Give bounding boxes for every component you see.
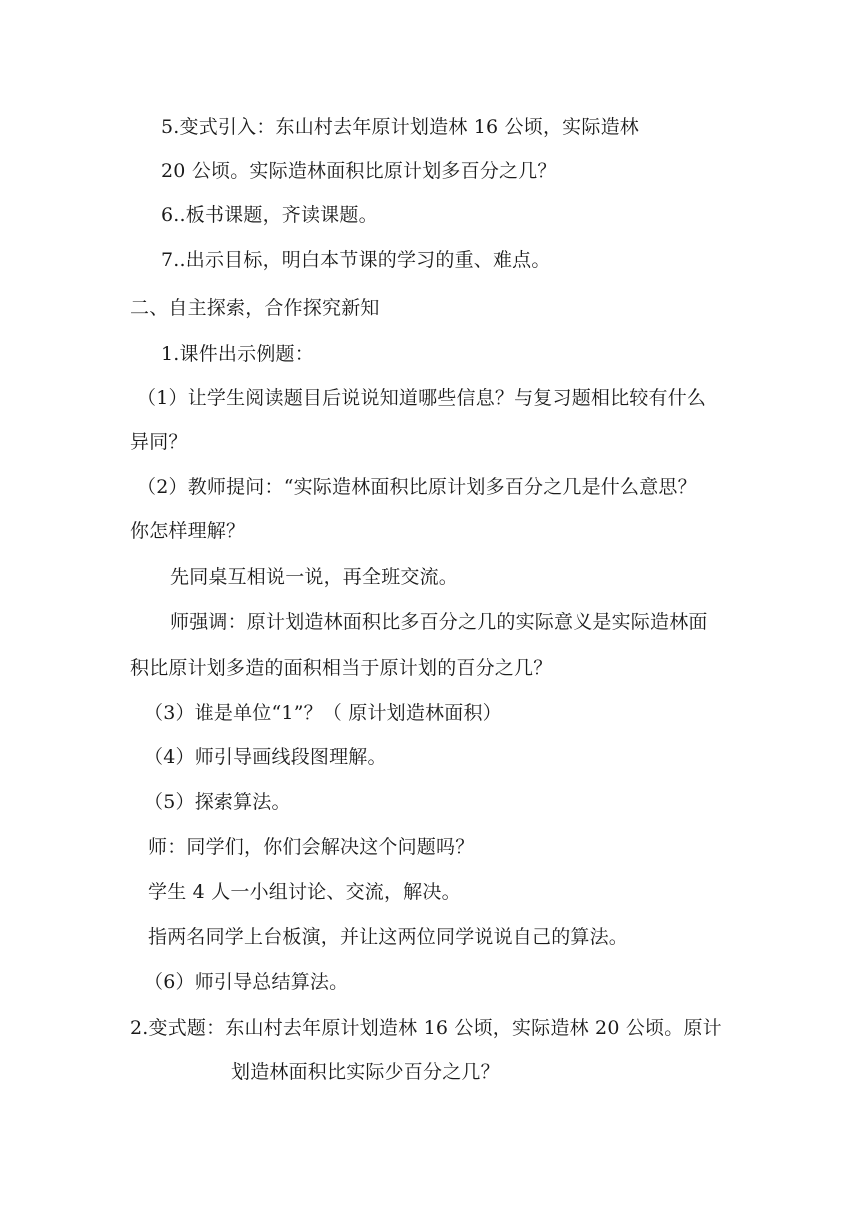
text-line: （3）谁是单位“1”？（ 原计划造林面积） — [144, 702, 502, 724]
text-line: 你怎样理解？ — [130, 520, 246, 542]
text-line: 7..出示目标，明白本节课的学习的重、难点。 — [161, 249, 551, 271]
text-line: （2）教师提问：“实际造林面积比原计划多百分之几是什么意思？ — [137, 476, 697, 498]
text-line: 异同？ — [130, 431, 188, 453]
text-line: （4）师引导画线段图理解。 — [144, 746, 387, 768]
text-line: 6..板书课题，齐读课题。 — [161, 204, 378, 226]
section-heading: 二、自主探索，合作探究新知 — [130, 297, 380, 319]
text-line: 师：同学们，你们会解决这个问题吗？ — [148, 836, 475, 858]
text-line: 先同桌互相说一说，再全班交流。 — [170, 566, 459, 588]
text-line: 划造林面积比实际少百分之几？ — [231, 1061, 500, 1083]
text-line: 1.课件出示例题： — [161, 343, 314, 365]
text-line: 师强调：原计划造林面积比多百分之几的实际意义是实际造林面 — [170, 611, 708, 633]
text-line: 积比原计划多造的面积相当于原计划的百分之几？ — [130, 657, 553, 679]
text-line: 指两名同学上台板演，并让这两位同学说说自己的算法。 — [148, 926, 629, 948]
text-line: （6）师引导总结算法。 — [144, 971, 349, 993]
text-line: 5.变式引入：东山村去年原计划造林 16 公顷，实际造林 — [161, 116, 639, 138]
text-line: （5）探索算法。 — [144, 791, 291, 813]
text-line: 20 公顷。实际造林面积比原计划多百分之几？ — [161, 160, 557, 182]
text-line: （1）让学生阅读题目后说说知道哪些信息？与复习题相比较有什么 — [137, 387, 707, 409]
text-line: 学生 4 人一小组讨论、交流，解决。 — [148, 881, 461, 903]
text-line: 2.变式题：东山村去年原计划造林 16 公顷，实际造林 20 公顷。原计 — [130, 1017, 722, 1039]
